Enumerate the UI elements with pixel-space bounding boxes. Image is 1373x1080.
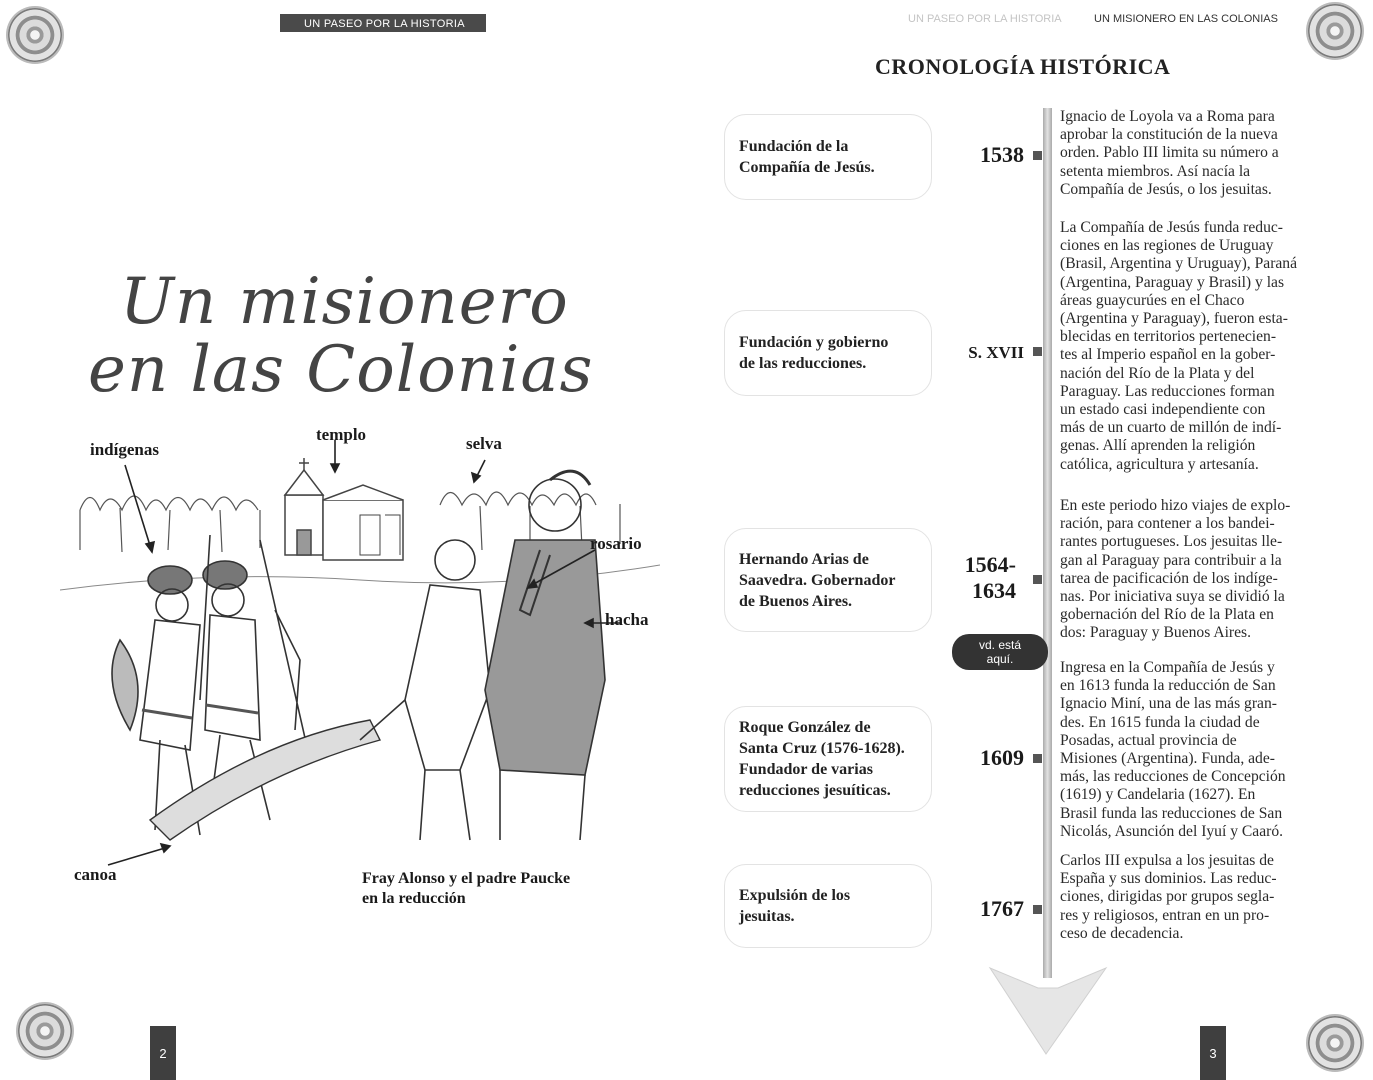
desc-line: blecidas en territorios pertenecien-: [1060, 328, 1277, 346]
desc-line: Nicolás, Asunción del Iyuí y Caaró.: [1060, 822, 1284, 840]
desc-line: España y sus dominios. Las reduc-: [1060, 870, 1277, 888]
desc-line: ciones, dirigidas por grupos segla-: [1060, 888, 1275, 906]
event-text-line: Roque González de: [739, 719, 871, 736]
rosette-ornament-bottom-left: [18, 1004, 72, 1058]
timeline-year: [950, 745, 1024, 771]
desc-line: orden. Pablo III limita su número a: [1060, 144, 1279, 162]
desc-line: en 1613 funda la reducción de San: [1060, 677, 1276, 695]
desc-line: más, las reducciones de Concepción: [1060, 768, 1286, 786]
timeline-tick: [1033, 151, 1042, 160]
timeline-event-box: [724, 528, 932, 632]
timeline-event-box: [724, 114, 932, 200]
timeline-event-box: [724, 310, 932, 396]
event-text-line: Saavedra. Gobernador: [739, 571, 896, 589]
event-text-line: Compañía de Jesús.: [739, 159, 875, 176]
event-text-line: reducciones jesuíticas.: [739, 782, 891, 799]
desc-line: En este periodo hizo viajes de explo-: [1060, 497, 1291, 514]
canoe: [150, 720, 380, 840]
caption-line: Fray Alonso y el padre Paucke: [362, 870, 571, 887]
desc-line: Compañía de Jesús, o los jesuitas.: [1060, 180, 1272, 198]
desc-line: dos: Paraguay y Buenos Aires.: [1060, 624, 1252, 642]
year-line: 1767: [980, 896, 1024, 921]
desc-line: nas. Por iniciativa suya se dividió la: [1060, 588, 1285, 606]
desc-line: un estado casi independiente con: [1060, 401, 1266, 419]
desc-line: nación del Río de la Plata y del: [1060, 364, 1255, 382]
page-title-line1: Un misionero: [120, 265, 569, 339]
desc-line: áreas guaycurúes en el Chaco: [1060, 291, 1245, 309]
desc-line: Carlos III expulsa a los jesuitas de: [1060, 852, 1274, 869]
label-canoa: canoa: [74, 865, 117, 884]
desc-line: rantes portugueses. Los jesuitas lle-: [1060, 533, 1283, 551]
timeline-year: [950, 552, 1016, 604]
desc-line: más de un cuarto de millón de indí-: [1060, 419, 1282, 437]
rosette-ornament-bottom-right: [1308, 1016, 1362, 1070]
desc-line: gan al Paraguay para contribuir a la: [1060, 551, 1282, 569]
event-text-line: Hernando Arias de: [739, 550, 869, 568]
caption-line: en la reducción: [362, 890, 466, 907]
timeline-axis: [1043, 108, 1052, 978]
event-text-line: Expulsión de los: [739, 887, 851, 904]
desc-line: Misiones (Argentina). Funda, ade-: [1060, 750, 1275, 768]
timeline-description: [1060, 219, 1328, 474]
chronology-title: CRONOLOGÍA HISTÓRICA: [875, 54, 1171, 79]
timeline-arrow-icon: [988, 966, 1108, 1056]
right-running-header: UN MISIONERO EN LAS COLONIAS: [1094, 13, 1278, 25]
page-number-left: 2: [150, 1026, 176, 1080]
desc-line: ración, para contener a los bandei-: [1060, 515, 1275, 533]
desc-line: Paraguay. Las reducciones forman: [1060, 382, 1275, 400]
event-text-line: de Buenos Aires.: [739, 592, 853, 610]
desc-line: Brasil funda las reducciones de San: [1060, 804, 1283, 822]
label-hacha: hacha: [605, 610, 649, 629]
page-title-line2: en las Colonias: [88, 333, 594, 407]
timeline-year: [950, 896, 1024, 922]
you-are-here-line: vd. está: [978, 638, 1022, 652]
church-temple: [285, 458, 403, 560]
desc-line: res y religiosos, entran en un pro-: [1060, 906, 1270, 924]
you-are-here-badge: [952, 634, 1048, 670]
timeline-description: [1060, 108, 1328, 199]
right-running-header-faded: UN PASEO POR LA HISTORIA: [908, 13, 1062, 25]
label-templo: templo: [316, 425, 367, 444]
year-line: 1634: [972, 578, 1016, 603]
desc-line: (1619) y Candelaria (1627). En: [1060, 786, 1256, 804]
desc-line: genas. Allí aprenden la religión: [1060, 437, 1256, 455]
desc-line: ciones en las regiones de Uruguay: [1060, 237, 1274, 255]
event-text-line: Santa Cruz (1576-1628).: [739, 740, 905, 757]
timeline-year: [950, 142, 1024, 168]
timeline-event-box: [724, 864, 932, 948]
you-are-here-line: aquí.: [986, 652, 1014, 666]
event-text-line: Fundador de varias: [739, 761, 873, 778]
desc-line: Ingresa en la Compañía de Jesús y: [1060, 659, 1275, 676]
desc-line: (Brasil, Argentina y Uruguay), Paraná: [1060, 255, 1298, 273]
desc-line: setenta miembros. Así nacía la: [1060, 162, 1251, 180]
desc-line: (Argentina, Paraguay y Brasil) y las: [1060, 273, 1285, 291]
desc-line: tes al Imperio español en la gober-: [1060, 346, 1276, 364]
desc-line: ceso de decadencia.: [1060, 924, 1184, 942]
page-number-right: 3: [1200, 1026, 1226, 1080]
left-running-header: UN PASEO POR LA HISTORIA: [280, 14, 486, 32]
desc-line: Ignacio Miní, una de las más gran-: [1060, 695, 1277, 713]
timeline-tick: [1033, 575, 1042, 584]
event-text-line: de las reducciones.: [739, 355, 867, 372]
desc-line: des. En 1615 funda la ciudad de: [1060, 713, 1260, 731]
label-indigenas: indígenas: [90, 440, 159, 459]
label-rosario: rosario: [590, 534, 642, 553]
desc-line: (Argentina y Paraguay), fueron esta-: [1060, 310, 1288, 328]
illustration-caption: [362, 869, 570, 909]
desc-line: Ignacio de Loyola va a Roma para: [1060, 108, 1275, 125]
rosette-ornament-top-right: [1308, 4, 1362, 58]
event-text-line: Fundación y gobierno: [739, 334, 889, 351]
desc-line: aprobar la constitución de la nueva: [1060, 126, 1278, 144]
timeline-description: [1060, 497, 1328, 643]
timeline-description: [1060, 852, 1328, 943]
year-line: 1538: [980, 142, 1024, 167]
rosette-ornament-top-left: [8, 8, 62, 62]
desc-line: católica, agricultura y artesanía.: [1060, 455, 1259, 473]
desc-line: tarea de pacificación de los indíge-: [1060, 569, 1278, 587]
desc-line: Posadas, actual provincia de: [1060, 731, 1237, 749]
timeline-year: [940, 340, 1024, 366]
timeline-tick: [1033, 754, 1042, 763]
year-line: 1609: [980, 745, 1024, 770]
timeline-description: [1060, 659, 1328, 841]
desc-line: gobernación del Río de la Plata en: [1060, 606, 1274, 624]
timeline-tick: [1033, 347, 1042, 356]
event-text-line: Fundación de la: [739, 138, 849, 155]
event-text-line: jesuitas.: [739, 908, 795, 925]
label-selva: selva: [466, 434, 502, 453]
mission-illustration: [60, 440, 660, 870]
desc-line: La Compañía de Jesús funda reduc-: [1060, 219, 1284, 236]
year-line: S. XVII: [968, 343, 1024, 362]
timeline-tick: [1033, 905, 1042, 914]
timeline-event-box: [724, 706, 932, 812]
year-line: 1564-: [964, 552, 1016, 577]
